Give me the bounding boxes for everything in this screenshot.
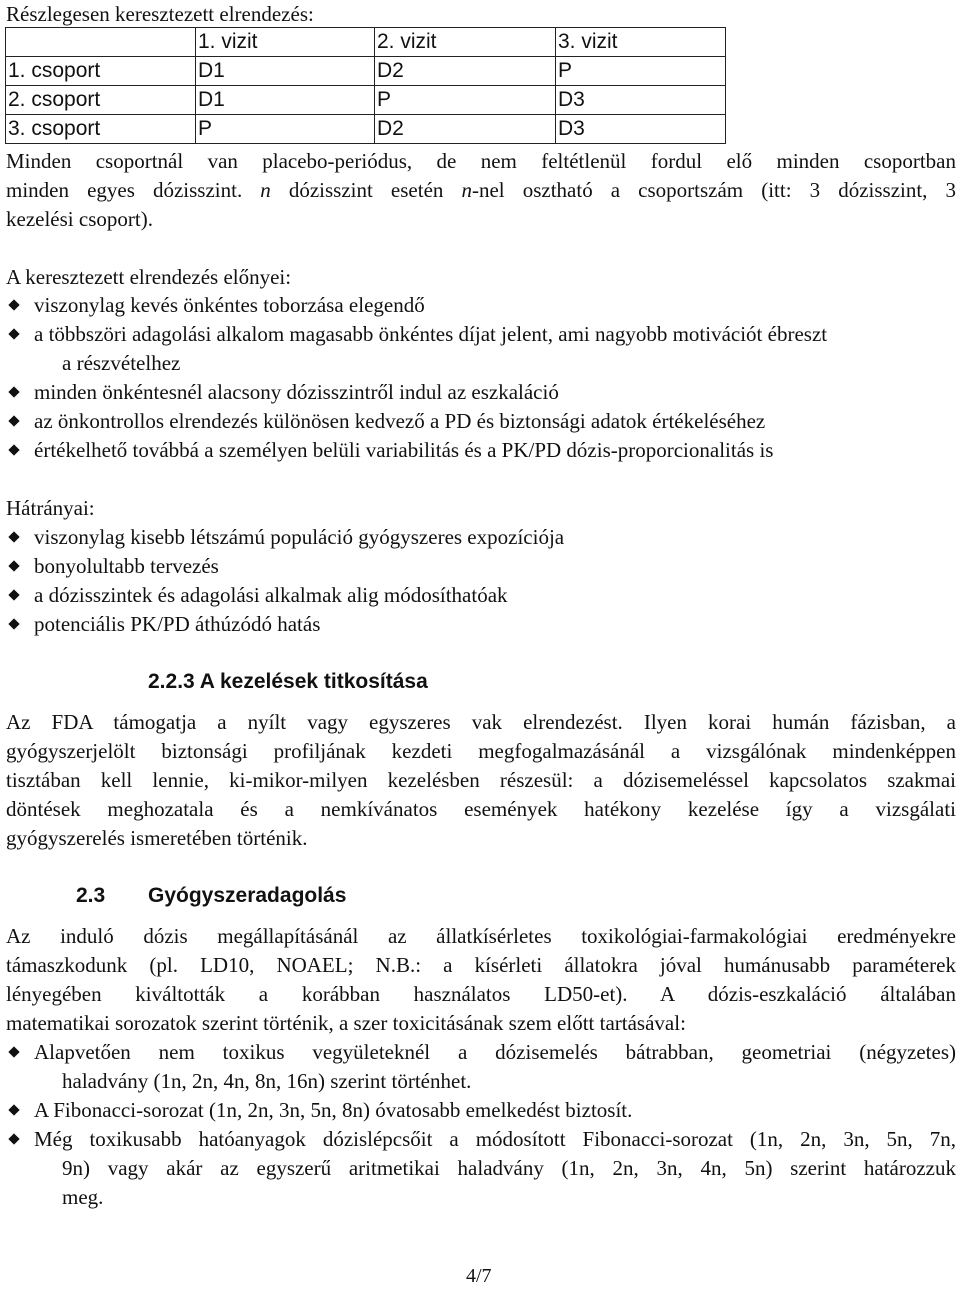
list-item: A Fibonacci-sorozat (1n, 2n, 3n, 5n, 8n) óvatosabb emelkedést biztosít. bbox=[34, 1098, 633, 1122]
table-header-cell: 1. vizit bbox=[196, 28, 375, 57]
paragraph-line: tisztában kell lennie, ki-mikor-milyen kezelésben részesül: a dózisemeléssel kapcsolatos szakmai bbox=[6, 768, 956, 792]
table-cell: D2 bbox=[375, 57, 556, 86]
diamond-bullet-icon bbox=[8, 415, 19, 426]
table-cell: 3. csoport bbox=[6, 115, 196, 144]
intro-text: dózisszint esetén bbox=[288, 178, 444, 202]
paragraph-line: támaszkodunk (pl. LD10, NOAEL; N.B.: a kísérleti állatokra jóval humánusabb paraméterek bbox=[6, 953, 956, 977]
diamond-bullet-icon bbox=[8, 328, 19, 339]
diamond-bullet-icon bbox=[8, 444, 19, 455]
diamond-bullet-icon bbox=[8, 1046, 19, 1057]
list-item-continuation: a részvételhez bbox=[62, 351, 181, 375]
intro-text: -nel osztható a csoportszám (itt: 3 dózisszint, 3 bbox=[471, 178, 957, 202]
table-row bbox=[6, 57, 726, 86]
table-header-cell: 3. vizit bbox=[556, 28, 726, 57]
section-heading: Gyógyszeradagolás bbox=[148, 884, 347, 907]
paragraph-line: Az FDA támogatja a nyílt vagy egyszeres vak elrendezést. Ilyen korai humán fázisban, a bbox=[6, 710, 956, 734]
table-row bbox=[6, 86, 726, 115]
list-item-continuation: haladvány (1n, 2n, 4n, 8n, 16n) szerint történhet. bbox=[62, 1069, 472, 1093]
list-item: Alapvetően nem toxikus vegyületeknél a dózisemelés bátrabban, geometriai (négyzetes) bbox=[34, 1040, 956, 1064]
page-number: 4/7 bbox=[466, 1265, 492, 1287]
table-cell: D3 bbox=[556, 115, 726, 144]
list-item-continuation: 9n) vagy akár az egyszerű aritmetikai haladvány (1n, 2n, 3n, 4n, 5n) szerint határozzuk bbox=[62, 1156, 956, 1180]
intro-var: n bbox=[461, 178, 472, 202]
table-cell: D2 bbox=[375, 115, 556, 144]
diamond-bullet-icon bbox=[8, 531, 19, 542]
list-item-continuation: meg. bbox=[62, 1185, 104, 1209]
paragraph-line: matematikai sorozatok szerint történik, a szer toxicitásának szem előtt tartásával: bbox=[6, 1011, 686, 1035]
intro-line: kezelési csoport). bbox=[6, 207, 153, 231]
disadvantages-heading: Hátrányai: bbox=[6, 496, 95, 520]
intro-var: n bbox=[260, 178, 271, 202]
table-row bbox=[6, 115, 726, 144]
paragraph-line: döntések meghozatala és a nemkívánatos események hatékony kezelése így a vizsgálati bbox=[6, 797, 956, 821]
list-item: viszonylag kisebb létszámú populáció gyógyszeres expozíciója bbox=[34, 525, 565, 549]
list-item: értékelhető továbbá a személyen belüli variabilitás és a PK/PD dózis-proporcionalitás is bbox=[34, 438, 774, 462]
table-header-row bbox=[6, 28, 726, 57]
table-cell bbox=[6, 28, 196, 57]
diamond-bullet-icon bbox=[8, 386, 19, 397]
intro-text: minden egyes dózisszint. bbox=[6, 178, 243, 202]
paragraph-line: gyógyszerelés ismeretében történik. bbox=[6, 826, 308, 850]
table-header-cell: 2. vizit bbox=[375, 28, 556, 57]
paragraph-line: gyógyszerjelölt biztonsági profiljának kezdeti megfogalmazásánál a vizsgálónak mindenképpen bbox=[6, 739, 956, 763]
list-item: minden önkéntesnél alacsony dózisszintről indul az eszkaláció bbox=[34, 380, 559, 404]
advantages-heading: A keresztezett elrendezés előnyei: bbox=[6, 265, 292, 289]
list-item: bonyolultabb tervezés bbox=[34, 554, 219, 578]
list-item: a dózisszintek és adagolási alkalmak alig módosíthatóak bbox=[34, 583, 508, 607]
list-item: Még toxikusabb hatóanyagok dózislépcsőit a módosított Fibonacci-sorozat (1n, 2n, 3n, 5n, 7n, bbox=[34, 1127, 956, 1151]
table-cell: P bbox=[375, 86, 556, 115]
table-cell: 1. csoport bbox=[6, 57, 196, 86]
paragraph-line: lényegében kiváltották a korábban használatos LD50-et). A dózis-eszkaláció általában bbox=[6, 982, 956, 1006]
diamond-bullet-icon bbox=[8, 1104, 19, 1115]
diamond-bullet-icon bbox=[8, 618, 19, 629]
intro-line bbox=[6, 176, 956, 205]
table-cell: D3 bbox=[556, 86, 726, 115]
diamond-bullet-icon bbox=[8, 560, 19, 571]
paragraph-line: Az induló dózis megállapításánál az állatkísérletes toxikológiai-farmakológiai eredményekre bbox=[6, 924, 956, 948]
table-cell: D1 bbox=[196, 86, 375, 115]
section-number: 2.3 bbox=[76, 884, 106, 907]
diamond-bullet-icon bbox=[8, 299, 19, 310]
diamond-bullet-icon bbox=[8, 589, 19, 600]
table-cell: P bbox=[556, 57, 726, 86]
list-item: a többszöri adagolási alkalom magasabb önkéntes díjat jelent, ami nagyobb motivációt ébreszt bbox=[34, 322, 828, 346]
table-cell: D1 bbox=[196, 57, 375, 86]
list-item: az önkontrollos elrendezés különösen kedvező a PD és biztonsági adatok értékeléséhez bbox=[34, 409, 766, 433]
section-heading: 2.2.3 A kezelések titkosítása bbox=[148, 670, 428, 693]
diamond-bullet-icon bbox=[8, 1133, 19, 1144]
table-cell: 2. csoport bbox=[6, 86, 196, 115]
intro-line: Minden csoportnál van placebo-periódus, de nem feltétlenül fordul elő minden csoportban bbox=[6, 149, 956, 173]
table-cell: P bbox=[196, 115, 375, 144]
crossover-title: Részlegesen keresztezett elrendezés: bbox=[6, 2, 314, 26]
list-item: viszonylag kevés önkéntes toborzása elegendő bbox=[34, 293, 425, 317]
list-item: potenciális PK/PD áthúzódó hatás bbox=[34, 612, 321, 636]
crossover-table bbox=[5, 27, 726, 144]
